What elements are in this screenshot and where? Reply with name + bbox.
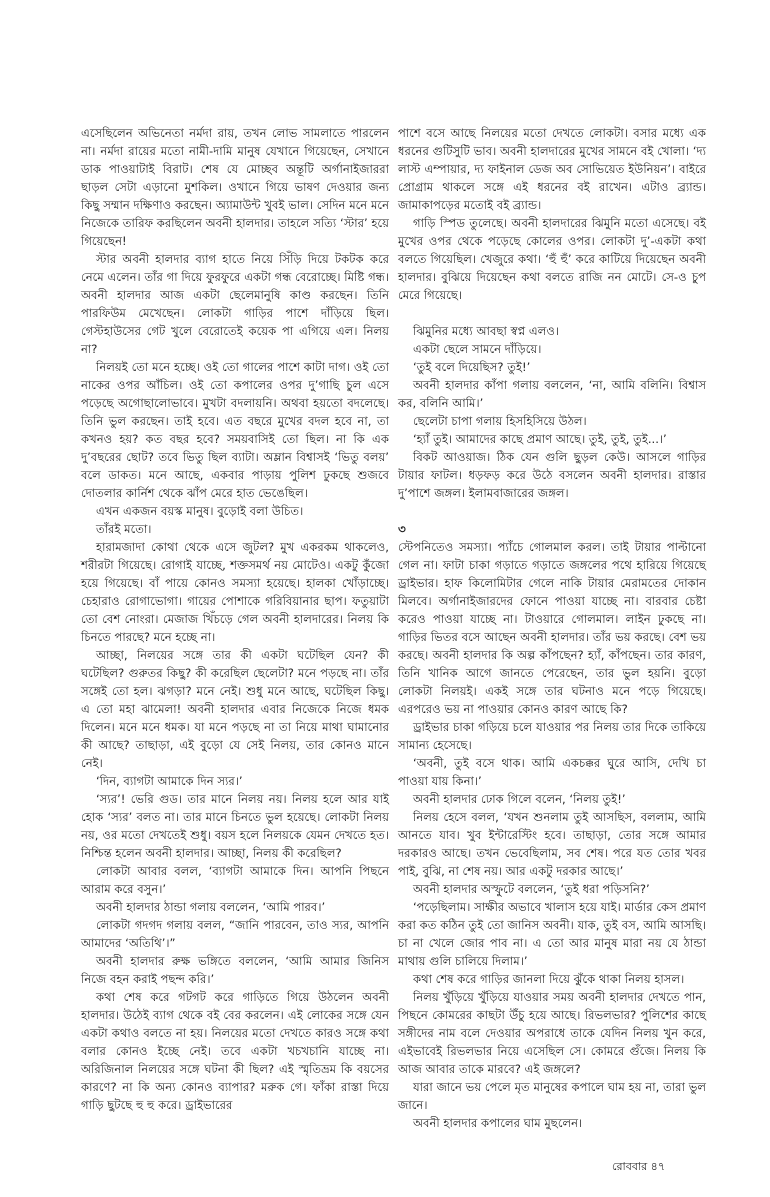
paragraph: ‘তুই বলে দিয়েছিস? তুই!’: [413, 360, 531, 374]
paragraph: স্টেপনিতেও সমস্যা। প্যাঁচে গোলমাল করল। তাই টায়ার পাল্টানো গেল না। ফাটা চাকা গড়াতে গড়াতে জঙ্গলের পথে হারিয়ে গিয়েছে ড্রাইভার। হাফ কিলোমিটার গেলে নাকি টায়ার মেরামতের দোকান মিলবে। অর্গানাইজারদের ফোনে পাওয়া যাচ্ছে না। বারবার চেষ্টা করেও পাওয়া যাচ্ছে না। টাওয়ারে গোলমাল। লাইন ঢুকছে না। গাড়ির ভিতর বসে আছেন অবনী হালদার। তাঁর ভয় করছে। বেশ ভয় করছে। অবনী হালদার কি অল্প কাঁপছেন? হ্যাঁ, কাঁপছেন। তার কারণ, তিনি খানিক আগে জানতে পেরেছেন, তার ভুল হয়নি। বুড়ো লোকটা নিলয়ই। একই সঙ্গে তার ঘটনাও মনে পড়ে গিয়েছে। এরপরেও ভয় না পাওয়ার কোনও কারণ আছে কি?: [398, 540, 706, 716]
paragraph: অবনী হালদার কাঁপা গলায় বললেন, ‘না, আমি বলিনি। বিশ্বাস কর, বলিনি আমি।’: [398, 378, 706, 410]
paragraph-gap: [398, 502, 706, 520]
paragraph: লোকটা গদগদ গলায় বলল, “জানি পারবেন, তাও স্যর, আপনি আমাদের ‘অতিথি’।”: [81, 918, 389, 950]
page-footer: [612, 1160, 665, 1174]
paragraph-gap: [398, 304, 706, 322]
paragraph: কথা শেষ করে গাড়ির জানলা দিয়ে ঝুঁকে থাকা নিলয় হাসল।: [413, 972, 685, 986]
paragraph: ‘পড়েছিলাম। সাক্ষীর অভাবে খালাস হয়ে যাই। মার্ডার কেস প্রমাণ করা কত কঠিন তুই তো জানিস অবনী। যাক, তুই বস, আমি আসছি। চা না খেলে জোর পাব না। এ তো আর মানুষ মারা নয় যে ঠান্ডা মাথায় গুলি চালিয়ে দিলাম।’: [398, 900, 706, 968]
paragraph: ‘দিন, ব্যাগটা আমাকে দিন স্যর।’: [96, 774, 243, 788]
paragraph: আচ্ছা, নিলয়ের সঙ্গে তার কী একটা ঘটেছিল যেন? কী ঘটেছিল? গুরুতর কিছু? কী করেছিল ছেলেটা? মনে পড়ছে না। তাঁর সঙ্গেই তো হল। ঝগড়া? মনে নেই। শুধু মনে আছে, ঘটেছিল কিছু। এ তো মহা ঝামেলা! অবনী হালদার এবার নিজেকে নিজে ধমক দিলেন। মনে মনে ধমক। যা মনে পড়ছে না তা নিয়ে মাথা ঘামানোর কী আছে? তাছাড়া, এই বুড়ো যে সেই নিলয়, তার কোনও মানে নেই।: [81, 648, 389, 770]
paragraph: নিলয় হেসে বলল, ‘যখন শুনলাম তুই আসছিস, বললাম, আমি আনতে যাব। খুব ইন্টারেস্টিং হবে। তাছাড়া, তোর সঙ্গে আমার দরকারও আছে। তখন ভেবেছিলাম, সব শেষ। পরে যত তোর খবর পাই, বুঝি, না শেষ নয়। আর একটু দরকার আছে।’: [398, 810, 706, 878]
paragraph: ‘স্যর’! ভেরি গুড। তার মানে নিলয় নয়। নিলয় হলে আর যাই হোক ‘স্যর’ বলত না। তার মানে চিনতে ভুল হয়েছে। লোকটা নিলয় নয়, ওর মতো দেখতেই শুধু। বয়স হলে নিলয়কে যেমন দেখতে হত। নিশ্চিন্ত হলেন অবনী হালদার। আচ্ছা, নিলয় কী করেছিল?: [81, 792, 389, 860]
paragraph: হারামজাদা কোথা থেকে এসে জুটল? মুখ একরকম থাকলেও, শরীরটা গিয়েছে। রোগাই যাচ্ছে, শক্তসমর্থ নয় মোটেও। একটু কুঁজো হয়ে গিয়েছে। বাঁ পায়ে কোনও সমস্যা হয়েছে। হালকা খোঁড়াচ্ছে। চেহারাও রোগাভোগা। গায়ের পোশাকে গরিবিয়ানার ছাপ। ফতুয়াটা তো বেশ নোংরা। মেজাজ খিঁচড়ে গেল অবনী হালদারের। নিলয় কি চিনতে পারছে? মনে হচ্ছে না।: [81, 540, 389, 644]
paragraph: নিলয় খুঁড়িয়ে খুঁড়িয়ে যাওয়ার সময় অবনী হালদার দেখতে পান, পিছনে কোমরের কাছটা উঁচু হয়ে আছে। রিভলভার? পুলিশের কাছে সঙ্গীদের নাম বলে দেওয়ার অপরাধে তাকে যেদিন নিলয় খুন করে, এইভাবেই রিভলভার নিয়ে এসেছিল সে। কোমরে গুঁজে। নিলয় কি আজ আবার তাকে মারবে? এই জঙ্গলে?: [398, 990, 706, 1076]
paragraph: এখন একজন বয়স্ক মানুষ। বুড়োই বলা উচিত।: [96, 504, 304, 518]
paragraph: লোকটা আবার বলল, ‘ব্যাগটা আমাকে দিন। আপনি পিছনে আরাম করে বসুন।’: [81, 864, 389, 896]
paragraph: অবনী হালদার ঠান্ডা গলায় বললেন, ‘আমি পারব।’: [96, 900, 326, 914]
paragraph: অবনী হালদার ঢোক গিলে বলেন, ‘নিলয় তুই!’: [413, 792, 626, 806]
paragraph: ঝিমুনির মধ্যে আবছা স্বপ্ন এলও।: [413, 324, 560, 338]
section-number: ৩: [398, 522, 406, 536]
right-column: [398, 124, 706, 1132]
paragraph: ছেলেটা চাপা গলায় হিসহিসিয়ে উঠল।: [413, 414, 587, 428]
paragraph: এসেছিলেন অভিনেতা নর্মদা রায়, তখন লোভ সামলাতে পারলেন না। নর্মদা রায়ের মতো নামী-দামি মানুষ যেখানে গিয়েছেন, সেখানে ডাক পাওয়াটাই বিরাট। শেষ যে মোচ্ছব অন্তূটি অর্গানাইজাররা ছাড়ল সেটা এড়ানো মুশকিল। ওখানে গিয়ে ভাষণ দেওয়ার জন্য কিছু সম্মান দক্ষিণাও করছেন। অ্যামাউন্ট খুবই ভাল। সেদিন মনে মনে নিজেকে তারিফ করছিলেন অবনী হালদার। তাহলে সত্যি ‘স্টার’ হয়ে গিয়েছেন!: [81, 126, 389, 248]
paragraph: গাড়ি স্পিড তুলেছে। অবনী হালদারের ঝিমুনি মতো এসেছে। বই মুখের ওপর থেকে পড়েছে কোলের ওপর। লোকটা দু’-একটা কথা বলতে গিয়েছিল। খেজুরে কথা। ‘হুঁ হুঁ’ করে কাটিয়ে দিয়েছেন অবনী হালদার। বুঝিয়ে দিয়েছেন কথা বলতে রাজি নন মোটে। সে-ও চুপ মেরে গিয়েছে।: [398, 216, 706, 302]
paragraph: অবনী হালদার অস্ফুটে বললেন, ‘তুই ধরা পড়িসনি?’: [413, 882, 650, 896]
paragraph: অবনী হালদার রুক্ষ ভঙ্গিতে বললেন, ‘আমি আমার জিনিস নিজে বহন করাই পছন্দ করি।’: [81, 954, 389, 986]
paragraph: স্টার অবনী হালদার ব্যাগ হাতে নিয়ে সিঁড়ি দিয়ে টকটক করে নেমে এলেন। তাঁর গা দিয়ে ফুরফুরে একটা গন্ধ বেরোচ্ছে। মিষ্টি গন্ধ। অবনী হালদার আজ একটা ছেলেমানুষি কাণ্ড করছেন। তিনি পারফিউম মেখেছেন। লোকটা গাড়ির পাশে দাঁড়িয়ে ছিল। গেস্টহাউসের গেট খুলে বেরোতেই কয়েক পা এগিয়ে এল। নিলয় না?: [81, 252, 389, 356]
paragraph: কথা শেষ করে গটগট করে গাড়িতে গিয়ে উঠলেন অবনী হালদার। উঠেই ব্যাগ থেকে বই বের করলেন। এই লোকের সঙ্গে যেন একটা কথাও বলতে না হয়। নিলয়ের মতো দেখতে কারও সঙ্গে কথা বলার কোনও ইচ্ছে নেই। তবে একটা খচখচানি যাচ্ছে না। অরিজিনাল নিলয়ের সঙ্গে ঘটনা কী ছিল? এই স্মৃতিভ্রম কি বয়সের কারণে? না কি অন্য কোনও ব্যাপার? মরুক গে। ফাঁকা রাস্তা দিয়ে গাড়ি ছুটছে হু হু করে। ড্রাইভারের: [81, 990, 389, 1112]
paragraph: অবনী হালদার কপালের ঘাম মুছলেন।: [413, 1116, 583, 1130]
paragraph: ‘হ্যাঁ তুই। আমাদের কাছে প্রমাণ আছে। তুই, তুই, তুই...।’: [413, 432, 667, 446]
left-column: [81, 124, 389, 1114]
paragraph: যারা জানে ভয় পেলে মৃত মানুষের কপালে ঘাম হয় না, তারা ভুল জানে।: [398, 1080, 706, 1112]
paragraph: ‘অবনী, তুই বসে থাক। আমি একচক্কর ঘুরে আসি, দেখি চা পাওয়া যায় কিনা।’: [398, 756, 706, 788]
paragraph: পাশে বসে আছে নিলয়ের মতো দেখতে লোকটা। বসার মধ্যে এক ধরনের গুটিসুটি ভাব। অবনী হালদারের মুখের সামনে বই খোলা। ‘দ্য লাস্ট এম্পায়ার, দ্য ফাইনাল ডেজ অব সোভিয়েত ইউনিয়ন’। বাইরে প্রোগ্রাম থাকলে সঙ্গে এই ধরনের বই রাখেন। এটাও ব্র্যান্ড। জামাকাপড়ের মতোই বই ব্র্যান্ড।: [398, 126, 706, 212]
page-number-label: রোববার ৪৭: [612, 1160, 665, 1173]
paragraph: ড্রাইভার চাকা গড়িয়ে চলে যাওয়ার পর নিলয় তার দিকে তাকিয়ে সামান্য হেসেছে।: [398, 720, 706, 752]
paragraph: একটা ছেলে সামনে দাঁড়িয়ে।: [413, 342, 542, 356]
paragraph: নিলয়ই তো মনে হচ্ছে। ওই তো গালের পাশে কাটা দাগ। ওই তো নাকের ওপর আঁচিল। ওই তো কপালের ওপর দু’গাছি চুল এসে পড়েছে অগোছালোভাবে। মুখটা বদলায়নি। অথবা হয়তো বদলেছে। তিনি ভুল করছেন। তাই হবে। এত বছরে মুখের বদল হবে না, তা কখনও হয়? কত বছর হবে? সময়বাসিই তো ছিল। না কি এক দু’বছরের ছোট? তবে ভিতু ছিল ব্যাটা। অম্লান বিশ্বাসই ‘ভিতু বলয়’ বলে ডাকত। মনে আছে, একবার পাড়ায় পুলিশ ঢুকছে শুজবে দোতলার কার্নিশ থেকে ঝাঁপ মেরে হাত ভেঙেছিল।: [81, 360, 389, 500]
paragraph: বিকট আওয়াজ। ঠিক যেন গুলি ছুড়ল কেউ। আসলে গাড়ির টায়ার ফাটল। ধড়ফড় করে উঠে বসলেন অবনী হালদার। রাস্তার দু’পাশে জঙ্গল। ইলামবাজারের জঙ্গল।: [398, 450, 706, 500]
paragraph: তাঁরই মতো।: [96, 522, 152, 536]
